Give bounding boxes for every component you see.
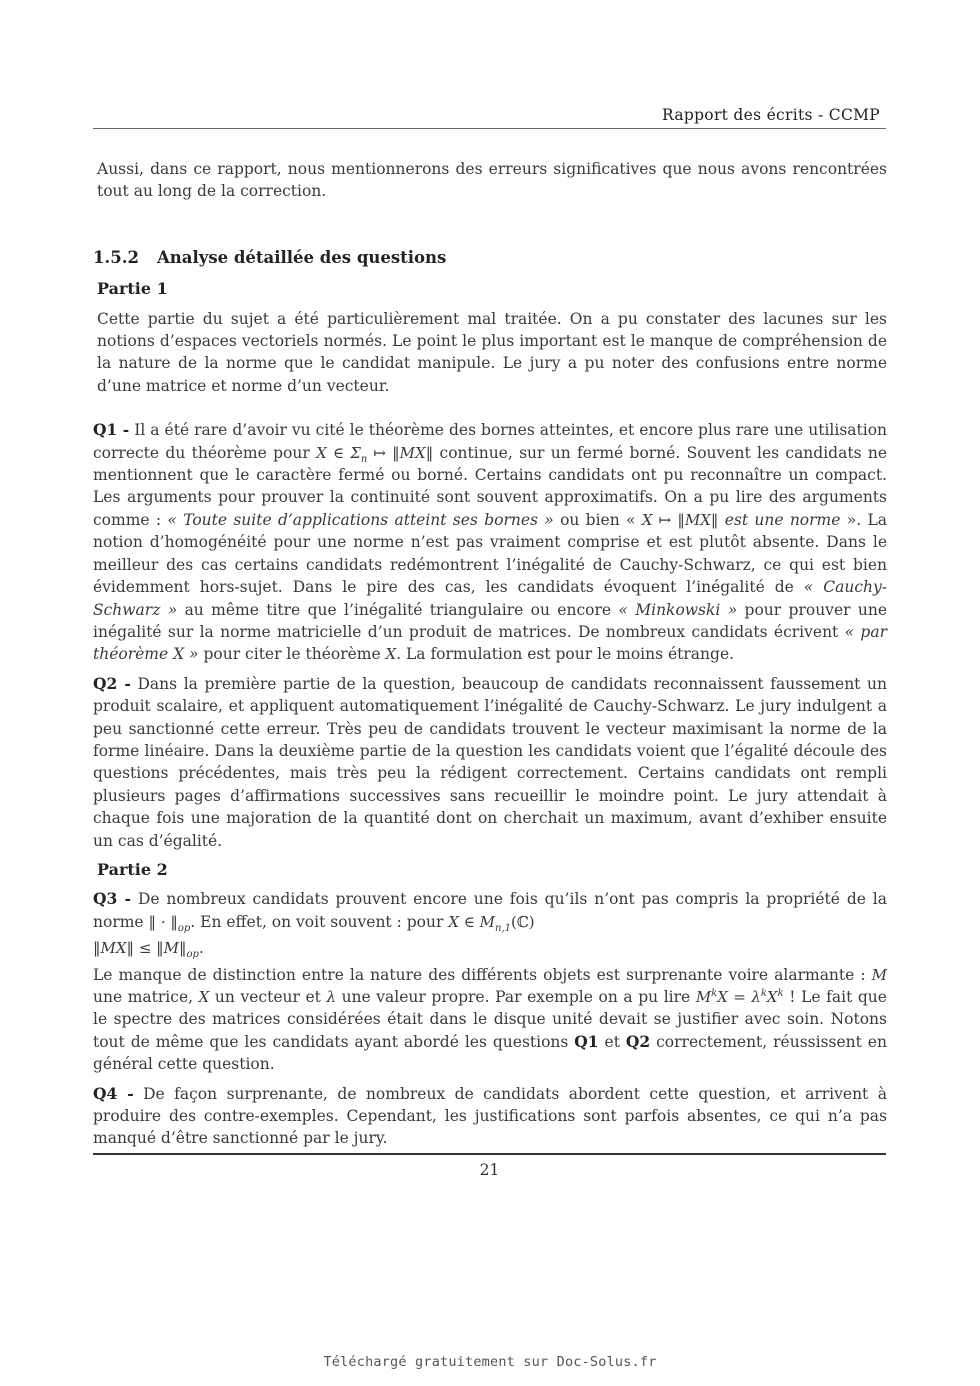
q1-text-2: continue, sur un fermé borné. Souvent les candidats ne mentionnent que le caractère fermé ou borné. Certains candidats ont pu reconnaître un compact. Les arguments pour prouver la continuité sont souvent approximatifs. On a pu lire des arguments comme : (93, 443, 887, 529)
q4-text: De façon surprenante, de nombreux de candidats abordent cette question, et arrivent à produire des contre-exemples. Cependant, les justifications sont parfois absentes, ce qui n’a pas manqué d’être sanctionné par le jury. (93, 1084, 887, 1148)
header-title: Rapport des écrits - CCMP (662, 106, 880, 124)
section-title: Analyse détaillée des questions (157, 247, 447, 267)
q3-text-1: De nombreux candidats prouvent encore une fois qu’ils n’ont pas compris la propriété de la norme (93, 890, 887, 931)
q2-label: Q2 - (93, 673, 131, 693)
q3-formula-set: X ∈ $M_{n,1}(ℂ)$ (448, 912, 535, 934)
q1-formula-map: X ∈ $\Sigma_n$ ↦ ‖MX‖ (316, 443, 434, 465)
q3-paragraph (93, 888, 887, 933)
q1-quote-b-open: « (626, 510, 636, 529)
page-header (93, 104, 886, 129)
q3-text-6: une valeur propre. Par exemple on a pu lire (341, 988, 691, 1006)
section-heading (93, 247, 887, 269)
q3-label: Q3 - (93, 889, 132, 909)
q3-display-formula: ‖MX‖ ≤ $‖M‖_{op}$. (93, 939, 204, 961)
q1-text-8: . La formulation est pour le moins étrange. (396, 645, 735, 664)
q3-text-9: correctement, réussissent en général cette question. (93, 1032, 887, 1074)
q1-text-1: Il a été rare d’avoir vu cité le théorème des bornes atteintes, et encore plus rare une utilisation correcte du théorème pour (93, 421, 888, 462)
q1-text-6: pour prouver une inégalité sur la norme matricielle d’un produit de matrices. De nombreux candidats écrivent (93, 600, 888, 641)
page-content (93, 158, 887, 1150)
q1-text-5: au même titre que l’inégalité triangulaire ou encore (184, 600, 612, 619)
q1-label: Q1 - (93, 420, 130, 440)
q1-quote-b-text: est une norme (724, 510, 841, 529)
q3-ref-q1: Q1 (574, 1031, 599, 1051)
q3-formula-wrong: $M^kX = \lambda^kX^k$ (695, 988, 784, 1006)
q3-formula-lambda: λ (326, 988, 336, 1006)
q1-text-3: ou bien (560, 510, 620, 529)
q1-quote-a: « Toute suite d’applications atteint ses bornes » (167, 510, 554, 529)
partie-2-heading: Partie 2 (97, 859, 168, 879)
footer-rule (93, 1153, 886, 1155)
q3-text-4: une matrice, (93, 988, 194, 1006)
page-number: 21 (479, 1161, 500, 1179)
section-number: 1.5.2 (93, 247, 139, 267)
partie-1-heading: Partie 1 (97, 279, 168, 299)
download-note: Téléchargé gratuitement sur Doc-Solus.fr (323, 1354, 657, 1370)
q3-formula-opnorm: ‖ · $‖_{op}$ (148, 912, 191, 934)
q3-text-8: et (604, 1032, 620, 1051)
q1-formula-x: X (380, 645, 397, 664)
q3-paragraph-2 (93, 964, 887, 1076)
q2-text: Dans la première partie de la question, beaucoup de candidats reconnaissent faussement un produit scalaire, et appliquent automatiquement l’inégalité de Cauchy-Schwarz. Le jury indulgent a peu sanctionné cette erreur. Très peu de candidats trouvent le vecteur maximisant la norme de la forme linéaire. Dans la deuxième partie de la question les candidats voient que l’égalité découle des questions précédentes, mais très peu la rédigent correctement. Certains candidats ont rempli plusieurs pages d’affirmations successives sans recueillir le moindre point. Le jury attendait à chaque fois une majoration de la quantité dont on cherchait un maximum, avant d’exhiber ensuite un cas d’égalité. (93, 674, 887, 850)
q4-paragraph (93, 1083, 887, 1150)
q1-quote-b-close: ». (846, 510, 862, 529)
q1-text-4: La notion d’homogénéité pour une norme n’est pas vraiment comprise et est plutôt absente. Dans le meilleur des cas certains candidats redémontrent l’inégalité de Cauchy-Schwarz, ce qui est bien évidemment hors-sujet. Dans le pire des cas, les candidats évoquent l’inégalité de (93, 510, 888, 597)
q3-ref-q2: Q2 (625, 1031, 651, 1051)
q3-formula-xvec: X (198, 988, 210, 1006)
q2-paragraph (93, 673, 887, 852)
q3-text-5: un vecteur et (214, 988, 321, 1006)
q3-formula-m: M (871, 965, 887, 984)
q1-quote-c: « Cauchy-Schwarz » (93, 578, 887, 619)
q3-text-2: . En effet, on voit souvent : pour (190, 912, 444, 931)
q1-quote-e: « par théorème X » (93, 622, 887, 664)
q1-formula-norm: X ↦ ‖MX‖ (641, 510, 719, 529)
intro-paragraph: Aussi, dans ce rapport, nous mentionnerons des erreurs significatives que nous avons rencontrées tout au long de la correction. (97, 160, 887, 201)
q3-text-7: ! Le fait que le spectre des matrices considérées était dans le disque unité devait se justifier avec soin. Notons tout de même que les candidats ayant abordé les questions (93, 988, 887, 1051)
q1-paragraph (93, 419, 887, 665)
q3-text-3: Le manque de distinction entre la nature des différents objets est surprenante voire alarmante : (93, 965, 866, 984)
partie-1-paragraph: Cette partie du sujet a été particulièrement mal traitée. On a pu constater des lacunes sur les notions d’espaces vectoriels normés. Le point le plus important est le manque de compréhension de la nature de la norme que le candidat manipule. Le jury a pu noter des confusions entre norme d’une matrice et norme d’un vecteur. (97, 309, 887, 395)
q1-text-7: pour citer le théorème (203, 645, 381, 664)
q1-quote-d: « Minkowski » (618, 600, 738, 619)
q4-label: Q4 - (93, 1083, 134, 1103)
